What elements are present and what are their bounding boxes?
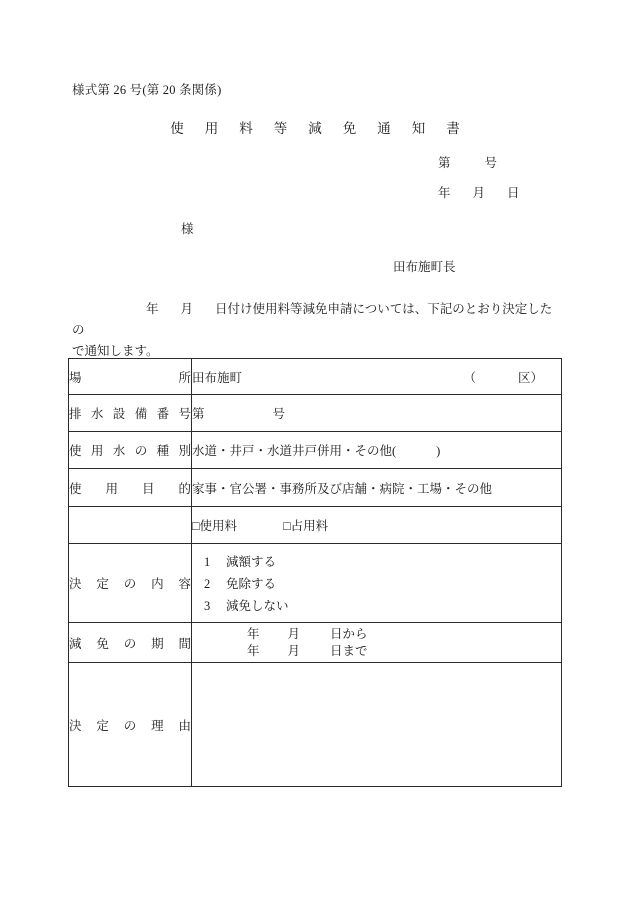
date-day-label: 日	[507, 186, 520, 200]
row-value-place[interactable]	[192, 359, 562, 395]
table-row-decision-content	[69, 544, 562, 623]
row-value-purpose[interactable]	[192, 469, 562, 507]
drain-number-prefix: 第	[192, 407, 205, 421]
row-label-period: 減免の期間	[69, 623, 192, 663]
table-row-reason	[69, 663, 562, 787]
document-number-suffix: 号	[484, 156, 498, 170]
checkbox-usage-fee[interactable]: □使用料	[192, 519, 238, 533]
page-title	[0, 117, 630, 137]
table-row-fee-type	[69, 507, 562, 544]
row-value-drain-number[interactable]	[192, 395, 562, 432]
decision-form-table	[68, 358, 562, 787]
table-row-period	[69, 623, 562, 663]
row-value-fee-type[interactable]	[192, 507, 562, 544]
row-value-reason[interactable]	[192, 663, 562, 787]
decision-options-list	[192, 545, 561, 621]
body-year-label: 年	[146, 302, 159, 316]
document-number-prefix: 第	[438, 156, 451, 170]
row-value-decision-content[interactable]	[192, 544, 562, 623]
place-district: （ 区）	[463, 370, 543, 385]
body-text-line2: で通知します。	[72, 344, 159, 358]
document-date-line	[438, 183, 520, 201]
body-paragraph	[72, 299, 564, 362]
page-title-text: 使用料等減免通知書	[170, 121, 481, 136]
body-month-label: 月	[180, 302, 194, 316]
row-label-reason: 決定の理由	[69, 663, 192, 787]
date-year-label: 年	[438, 186, 451, 200]
row-label-place: 場所	[69, 359, 192, 395]
decision-option[interactable]: 3 減免しない	[204, 599, 289, 613]
drain-number-suffix: 号	[272, 407, 286, 421]
checkbox-occupancy-fee[interactable]: □占用料	[283, 519, 329, 533]
period-to-line: 年 月 日まで	[247, 643, 368, 658]
water-kind-close-paren: )	[436, 444, 441, 458]
addressee-honorific: 様	[181, 222, 194, 236]
table-row-drain-number	[69, 395, 562, 432]
water-kind-options: 水道・井戸・水道井戸併用・その他(	[192, 444, 397, 458]
document-number-line	[438, 153, 497, 171]
period-range	[192, 626, 561, 660]
row-value-period[interactable]	[192, 623, 562, 663]
purpose-options: 家事・官公署・事務所及び店舗・病院・工場・その他	[192, 481, 493, 496]
decision-option[interactable]: 2 免除する	[204, 577, 277, 591]
decision-option[interactable]: 1 減額する	[204, 555, 277, 569]
table-row-place	[69, 359, 562, 395]
form-number: 様式第 26 号(第 20 条関係)	[72, 83, 222, 97]
row-label-drain-number: 排水設備番号	[69, 395, 192, 432]
row-label-water-kind: 使用水の種別	[69, 432, 192, 469]
issuer-name: 田布施町長	[393, 260, 456, 274]
row-value-water-kind[interactable]	[192, 432, 562, 469]
row-label-fee-type	[69, 507, 192, 544]
place-town: 田布施町	[192, 370, 243, 385]
date-month-label: 月	[472, 186, 486, 200]
table-row-water-kind	[69, 432, 562, 469]
table-row-purpose	[69, 469, 562, 507]
period-from-line: 年 月 日から	[247, 626, 368, 641]
row-label-purpose: 使用目的	[69, 469, 192, 507]
row-label-decision-content: 決定の内容	[69, 544, 192, 623]
body-text-rest: 日付け使用料等減免申請については、下記のとおり決定したの	[72, 302, 553, 337]
